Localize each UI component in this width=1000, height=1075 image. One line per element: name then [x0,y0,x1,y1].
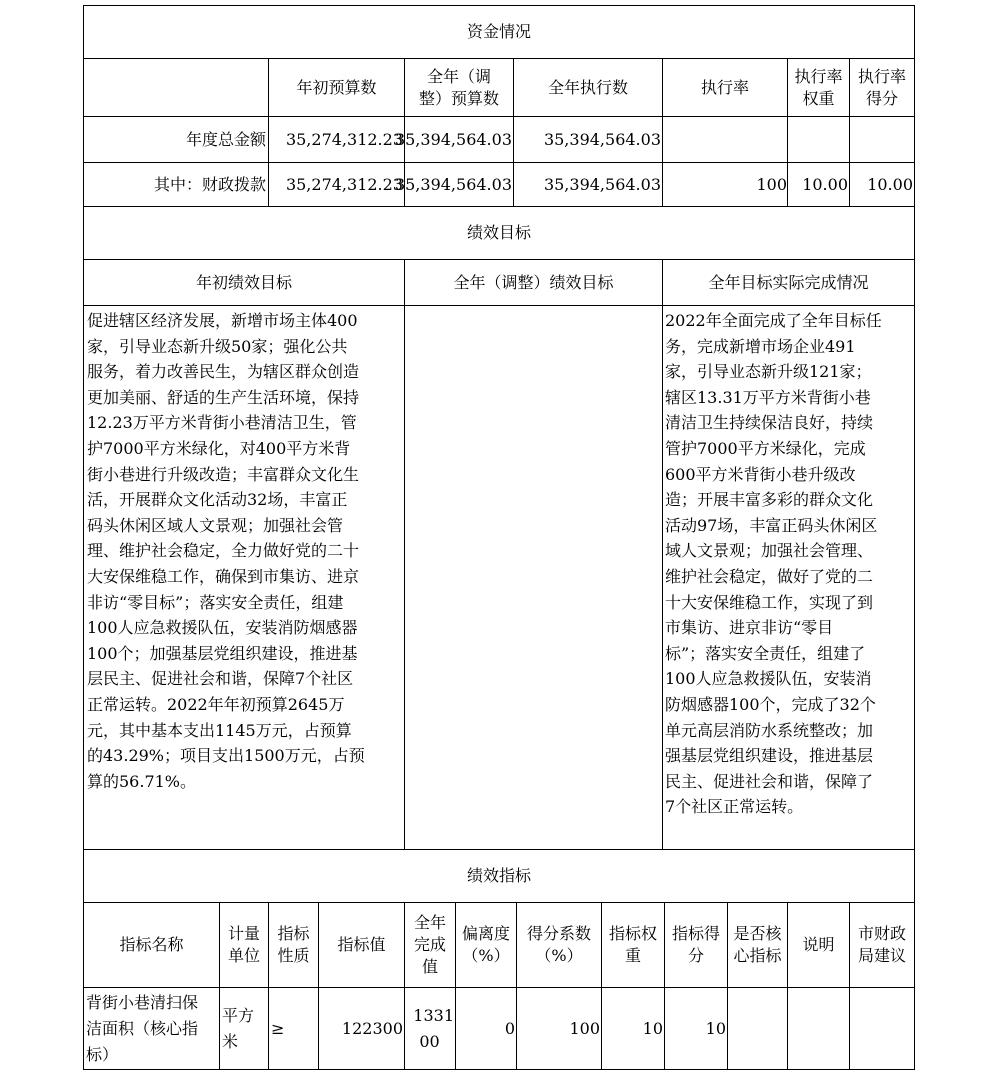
actual-completion-text [665,308,913,848]
actual-completion-line: 活动97场，丰富正码头休闲区 [665,515,878,535]
col-adjusted-budget [405,59,513,116]
row-indicator-name-line1: 背街小巷清扫保 [86,993,199,1012]
header-unit [220,903,268,987]
row-unit-line1: 平方 [222,1005,255,1025]
initial-goals-line: 100人应急救援队伍，安装消防烟感器 [87,618,358,638]
actual-completion-line: 100人应急救援队伍，安装消 [665,669,872,689]
initial-goals-line: 正常运转。2022年年初预算2645万 [87,694,345,714]
header-done-line3: 值 [421,957,438,976]
indicators-title: 绩效指标 [466,866,531,885]
initial-goals-line: 元，其中基本支出1145万元，占预算 [87,720,352,740]
header-advice-line1: 市财政 [857,924,906,943]
initial-goals-line: 街小巷进行升级改造；丰富群众文化生 [87,464,360,484]
actual-completion-line: 民主、促进社会和谐，保障了 [665,771,874,791]
initial-goals-line: 算的56.71%。 [87,771,197,791]
initial-goals-text [87,308,403,848]
row-unit [222,988,268,1069]
col-rate-score-line2: 得分 [865,88,898,108]
col-adjusted-line1: 全年（调 [426,66,491,86]
row-nature: ≥ [271,1018,285,1038]
header-done [405,903,455,987]
adjusted-goals-text [405,308,662,848]
initial-goals-line: 理、维护社会稳定，全力做好党的二十 [87,541,360,561]
actual-completion-line: 造；开展丰富多彩的群众文化 [665,490,874,510]
row-fiscal-weight: 10.00 [802,174,848,194]
row-done-line1: 1331 [413,1005,454,1025]
header-value: 指标值 [337,935,386,954]
initial-goals-line: 码头休闲区域人文景观；加强社会管 [87,515,344,535]
header-score [665,903,727,987]
row-deviation: 0 [504,1018,515,1038]
actual-completion-line: 清洁卫生持续保洁良好，持续 [665,413,874,433]
initial-goals-line: 护7000平方米绿化，对400平方米背 [87,438,351,458]
row-unit-line2: 米 [222,1031,239,1051]
initial-goals-line: 更加美丽、舒适的生产生活环境，保持 [87,387,360,407]
actual-completion-line: 域人文景观；加强社会管理、 [665,541,874,561]
header-coef-line2: （%） [535,946,583,965]
actual-completion-line: 务，完成新增市场企业491 [665,336,856,356]
actual-completion-line: 家，引导业态新升级121家； [665,362,872,382]
header-deviation [456,903,516,987]
header-nature [269,903,318,987]
row-total-adjusted: 35,394,564.03 [394,129,512,149]
header-note: 说明 [802,935,835,954]
col-initial-budget: 年初预算数 [296,77,377,97]
row-score: 10 [705,1018,726,1038]
header-coef-line1: 得分系数 [526,924,591,943]
header-weight-line1: 指标权 [608,924,657,943]
header-score-line1: 指标得 [671,924,720,943]
header-advice [850,903,914,987]
header-weight [602,903,664,987]
row-done [405,988,454,1069]
row-total-score [850,117,913,162]
initial-goals-line: 家，引导业态新升级50家；强化公共 [87,336,348,356]
header-unit-line2: 单位 [227,946,260,965]
row-advice [850,988,914,1069]
actual-completion-line: 管护7000平方米绿化，完成 [665,438,866,458]
row-note [788,988,849,1069]
header-deviation-line1: 偏离度 [461,924,510,943]
col-adjusted-line2: 整）预算数 [418,88,499,108]
row-indicator-name [86,990,218,1068]
row-fiscal-executed: 35,394,564.03 [543,174,661,194]
header-nature-line2: 性质 [277,946,310,965]
header-indicator-name: 指标名称 [119,935,184,954]
goals-title: 绩效目标 [466,223,531,242]
initial-goals-line: 12.23万平方米背街小巷清洁卫生，管 [87,413,357,433]
actual-completion-line: 标”；落实安全责任，组建了 [665,643,866,663]
header-weight-line2: 重 [624,946,641,965]
actual-completion-line: 市集访、进京非访“零目 [665,618,834,638]
header-core [728,903,787,987]
col-actual-completion: 全年目标实际完成情况 [708,272,869,292]
initial-goals-line: 活，开展群众文化活动32场，丰富正 [87,490,348,510]
actual-completion-line: 7个社区正常运转。 [665,797,804,817]
col-rate-weight-line1: 执行率 [794,66,843,86]
header-done-line2: 完成 [413,935,446,954]
row-fiscal-adjusted: 35,394,564.03 [394,174,512,194]
actual-completion-line: 十大安保维稳工作，实现了到 [665,592,874,612]
header-coef [517,903,601,987]
actual-completion-line: 2022年全面完成了全年目标任 [665,311,882,330]
actual-completion-line: 强基层党组织建设，推进基层 [665,746,874,766]
col-executed: 全年执行数 [547,77,628,97]
row-total-initial: 35,274,312.23 [285,129,403,149]
row-indicator-name-line2: 洁面积（核心指 [86,1019,199,1038]
header-advice-line2: 局建议 [857,946,906,965]
header-score-line2: 分 [687,946,704,965]
col-rate-weight-line2: 权重 [802,88,835,108]
initial-goals-line: 非访“零目标”；落实安全责任，组建 [87,592,344,612]
row-total-weight [788,117,848,162]
row-total-label: 年度总金额 [185,129,266,149]
row-coef: 100 [569,1018,600,1038]
col-rate-score-line1: 执行率 [857,66,906,86]
row-fiscal-score: 10.00 [867,174,913,194]
row-fiscal-label: 其中：财政拨款 [153,174,266,194]
header-deviation-line2: （%） [462,946,510,965]
initial-goals-line: 层民主、促进社会和谐，保障7个社区 [87,669,354,689]
row-fiscal-initial: 35,274,312.23 [285,174,403,194]
row-total-rate [663,117,787,162]
header-unit-line1: 计量 [227,924,260,943]
actual-completion-line: 单元高层消防水系统整改；加 [665,720,874,740]
row-value: 122300 [341,1018,403,1038]
header-core-line2: 心指标 [733,946,782,965]
col-rate-weight [788,59,849,116]
initial-goals-line: 服务，着力改善民生，为辖区群众创造 [87,362,360,382]
header-nature-line1: 指标 [277,924,310,943]
initial-goals-line: 促进辖区经济发展，新增市场主体400 [87,311,358,330]
initial-goals-line: 100个；加强基层党组织建设，推进基 [87,643,358,663]
row-done-line2: 00 [419,1031,440,1051]
funds-title: 资金情况 [466,22,531,41]
row-weight: 10 [642,1018,663,1038]
actual-completion-line: 辖区13.31万平方米背街小巷 [665,387,871,407]
col-rate: 执行率 [700,77,749,97]
row-fiscal-rate: 100 [756,174,787,194]
col-initial-goals: 年初绩效目标 [195,272,292,292]
row-core [728,988,787,1069]
header-core-line1: 是否核 [733,924,782,943]
header-done-line1: 全年 [413,913,446,932]
actual-completion-line: 600平方米背街小巷升级改 [665,464,856,484]
col-adjusted-goals: 全年（调整）绩效目标 [453,272,614,292]
initial-goals-line: 大安保维稳工作，确保到市集访、进京 [87,566,360,586]
row-total-executed: 35,394,564.03 [543,129,661,149]
col-rate-score [850,59,914,116]
actual-completion-line: 维护社会稳定，做好了党的二 [665,566,874,586]
row-indicator-name-line3: 标） [86,1045,119,1064]
initial-goals-line: 的43.29%；项目支出1500万元，占预 [87,746,365,766]
actual-completion-line: 防烟感器100个，完成了32个 [665,694,876,714]
